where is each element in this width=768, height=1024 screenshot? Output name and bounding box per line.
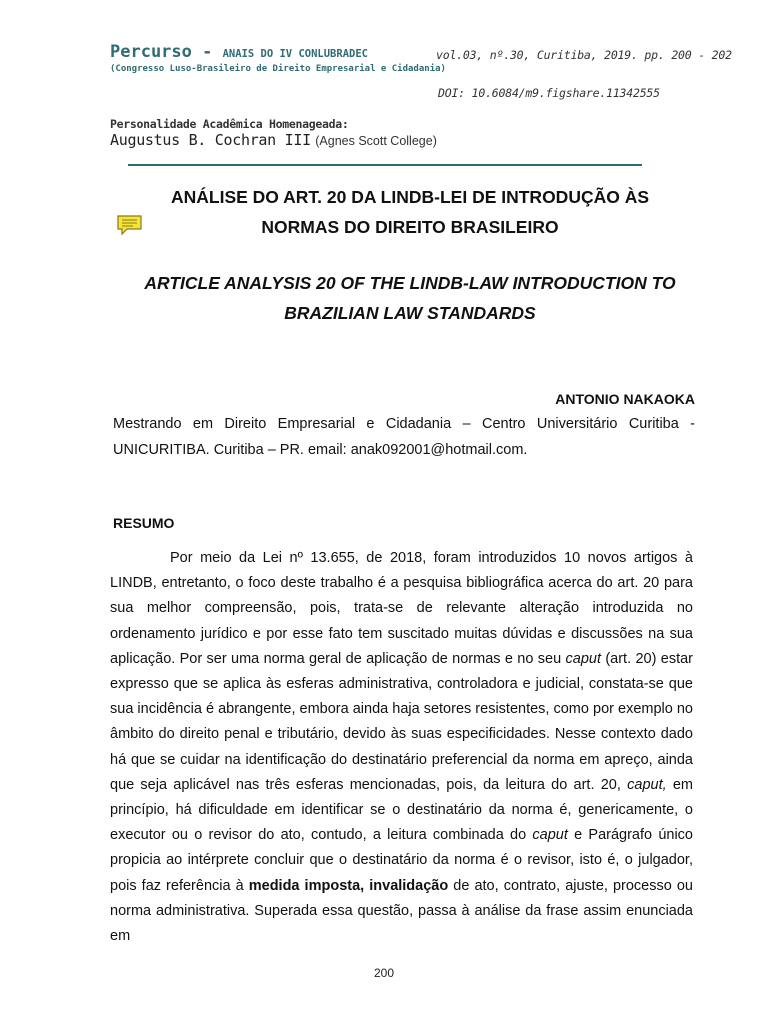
journal-brand [110,42,368,62]
volume-info: vol.03, nº.30, Curitiba, 2019. pp. 200 - 202 [436,48,732,62]
abstract-text-3: em princípio, há dificuldade em identificar se o destinatário da norma é, genericamente, o executor ou o revisor do ato, contudo, a leitura combinada do [110,776,694,844]
abstract-text-4: e Parágrafo único propicia ao intérprete concluir que o destinatário da norma é o revisor, isto é, o julgador, pois faz referência à [110,827,693,894]
honoree-affiliation: (Agnes Scott College) [315,134,437,148]
abstract-caput-2: caput, [627,776,667,793]
title-en-line2: BRAZILIAN LAW STANDARDS [284,303,536,323]
header-divider [128,164,642,166]
page-number: 200 [373,966,395,980]
abstract-caput-1: caput [565,650,601,667]
congress-name: (Congresso Luso-Brasileiro de Direito Empresarial e Cidadania) [110,64,446,74]
honoree [110,131,437,150]
honoree-name: Augustus B. Cochran III [110,131,311,149]
honoree-label: Personalidade Acadêmica Homenageada: [110,117,349,131]
doi: DOI: 10.6084/m9.figshare.11342555 [438,86,660,100]
abstract-text-1: Por meio da Lei nº 13.655, de 2018, foram introduzidos 10 novos artigos à LINDB, entretanto, o foco deste trabalho é a pesquisa bibliográfica acerca do art. 20 para sua melhor compreensão, pois, trata-se de relevante alteração introduzida no ordenamento jurídico e por esse fato tem suscitado muitas dúvidas e discussões na sua aplicação. Por ser uma norma geral de aplicação de normas e no seu [110,550,693,667]
title-pt-line2: NORMAS DO DIREITO BRASILEIRO [261,217,559,237]
title-pt-line1: ANÁLISE DO ART. 20 DA LINDB-LEI DE INTRODUÇÃO ÀS [170,187,650,207]
journal-subtitle: ANAIS DO IV CONLUBRADEC [222,48,368,60]
abstract-bold-phrase: medida imposta, invalidação [248,877,449,894]
title-english [110,268,710,328]
abstract-text-5: de ato, contrato, ajuste, processo ou norma administrativa. Superada essa questão, passa à análise da frase assim enunciada em [110,877,693,945]
abstract-heading: RESUMO [113,515,175,531]
abstract-text-2: (art. 20) estar expresso que se aplica às esferas administrativa, controladora e judicial, constata-se que sua incidência é abrangente, embora ainda haja setores resistentes, como por exemplo no âmbito do direito penal e tributário, devido às suas especificidades. Nesse contexto dado há que se cuidar na identificação do destinatário preferencial da norma em apreço, ainda que seja aplicável nas três esferas mencionadas, pois, da leitura do art. 20, [110,650,693,793]
abstract-body [110,546,693,949]
author-name: ANTONIO NAKAOKA [555,391,695,407]
abstract-caput-3: caput [532,827,568,844]
author-affiliation: Mestrando em Direito Empresarial e Cidadania – Centro Universitário Curitiba - UNICURITIBA. Curitiba – PR. email: anak092001@hotmail.com. [113,416,695,458]
title-en-line1: ARTICLE ANALYSIS 20 OF THE LINDB-LAW INTRODUCTION TO [144,273,676,293]
title-portuguese [110,182,710,242]
journal-name: Percurso - [110,42,223,62]
